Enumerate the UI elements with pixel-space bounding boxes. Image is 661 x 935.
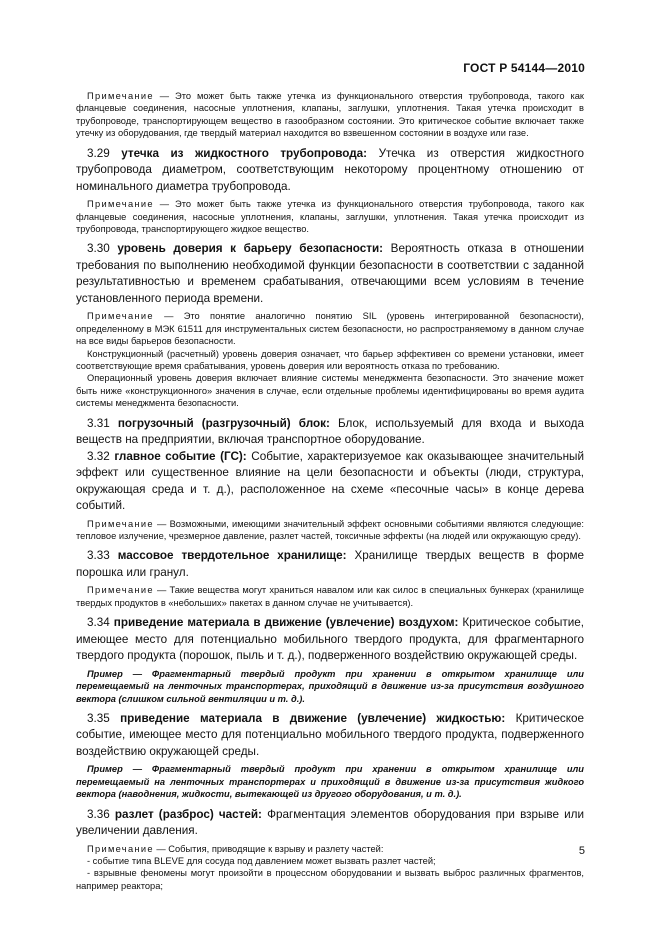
term-number: 3.34 xyxy=(87,616,110,630)
note-3-30-para-2: Конструкционный (расчетный) уровень доверия означает, что барьер эффективен со времени установки, имеет соответствующие время срабатывания, уровень доверия или вероятность отказа по требованию. xyxy=(76,348,584,371)
term-title: массовое твердотельное хранилище: xyxy=(117,549,347,563)
term-title: приведение материала в движение (увлечение) воздухом: xyxy=(113,616,459,630)
note-label: Примечание xyxy=(87,91,154,101)
document-body xyxy=(76,90,584,892)
term-3-34 xyxy=(76,615,584,665)
term-3-30 xyxy=(76,241,584,307)
term-number: 3.33 xyxy=(87,549,110,563)
term-definition: Фрагментация элементов оборудования при взрыве или увеличении давления. xyxy=(76,807,584,838)
note-label: Примечание xyxy=(87,311,154,322)
term-3-36 xyxy=(76,807,584,840)
note-label: Примечание xyxy=(87,518,154,529)
term-definition: Критическое событие, имеющее место для потенциально мобильного твердого продукта, подверженного воздействию окружающей среды. xyxy=(76,711,584,758)
term-3-32 xyxy=(76,449,584,515)
term-definition: Событие, характеризуемое как оказывающее значительный эффект или существенное влияние на цели безопасности и объекты (люди, структура, окружающая среда и т. д.), расположенное на схеме «песочные часы» в конце дерева событий. xyxy=(76,449,584,513)
term-number: 3.29 xyxy=(87,146,110,160)
note-label: Примечание xyxy=(87,199,154,210)
note-3-28 xyxy=(76,90,584,140)
note-label: Примечание xyxy=(87,843,154,854)
note-3-33 xyxy=(76,584,584,609)
note-text: — Это может быть также утечка из функционального отверстия трубопровода, такого как фланцевые соединения, насосные уплотнения, клапаны, заглушки, уплотнения. Такая утечка происходит в трубопроводе, транспортирующем вещество в газообразном состоянии. Это критическое событие включает также утечку из оборудования, где твердый материал находится во взвешенном состоянии в воздухе или газе. xyxy=(76,91,584,139)
term-number: 3.32 xyxy=(87,449,110,463)
term-3-33 xyxy=(76,548,584,581)
note-3-30 xyxy=(76,310,584,347)
term-3-29 xyxy=(76,146,584,196)
standard-header: ГОСТ Р 54144—2010 xyxy=(463,61,585,75)
term-definition: Вероятность отказа в отношении требования по выполнению необходимой функции безопасности в соответствии с заданной результативностью и временем срабатывания, отвечающими всем условиям в течение установленного периода времени. xyxy=(76,242,584,305)
term-title: приведение материала в движение (увлечение) жидкостью: xyxy=(120,711,506,725)
example-3-35: Пример — Фрагментарный твердый продукт при хранении в открытом хранилище или перемещаемый на ленточных транспортерах и приходящий в движение из-за присутствия жидкого вектора (наводнения, жидкости, вытекающей из другого оборудования, и т. д.). xyxy=(76,764,584,800)
term-3-35 xyxy=(76,711,584,761)
term-title: разлет (разброс) частей: xyxy=(114,807,262,821)
term-title: утечка из жидкостного трубопровода: xyxy=(121,146,368,160)
term-definition: Хранилище твердых веществ в форме порошка или гранул. xyxy=(76,549,584,579)
list-item: - событие типа BLEVE для сосуда под давлением может вызвать разлет частей; xyxy=(87,856,436,867)
note-label: Примечание xyxy=(87,585,154,596)
note-text: — События, приводящие к взрыву и разлету частей: xyxy=(153,843,384,854)
term-3-31 xyxy=(76,416,584,449)
term-number: 3.36 xyxy=(87,807,110,821)
note-3-30-para-3: Операционный уровень доверия включает влияние системы менеджмента безопасности. Это значение может быть ниже «конструкционного» значения в случае, если отдельные проблемы идентифицированы во время аудита системы менеджмента безопасности. xyxy=(76,373,584,409)
note-3-32 xyxy=(76,518,584,543)
term-title: погрузочный (разгрузочный) блок: xyxy=(117,416,330,430)
note-3-29 xyxy=(76,198,584,235)
note-3-36 xyxy=(76,843,584,855)
term-number: 3.30 xyxy=(87,242,110,256)
list-item: - взрывные феномены могут произойти в процессном оборудовании и вызвать выброс различных фрагментов, например реактора; xyxy=(76,868,584,891)
term-definition: Критическое событие, имеющее место для потенциально мобильного твердого продукта, для фрагментарного твердого продукта (порошок, пыль и т. д.), подверженного воздействию окружающей среды. xyxy=(76,616,584,663)
term-number: 3.31 xyxy=(87,416,110,430)
term-definition: Блок, используемый для входа и выхода веществ на предприятии, включая транспортное оборудование. xyxy=(76,416,584,447)
term-title: уровень доверия к барьеру безопасности: xyxy=(117,242,384,256)
note-text: — Это может быть также утечка из функционального отверстия трубопровода, такого как фланцевые соединения, насосные уплотнения, клапаны, заглушки, уплотнения. Такая утечка происходит из трубопровода, транспортирующего жидкое вещество. xyxy=(76,199,584,234)
term-number: 3.35 xyxy=(87,711,110,725)
term-title: главное событие (ГС): xyxy=(114,449,247,463)
page-number: 5 xyxy=(578,845,585,857)
note-text: — Это понятие аналогично понятию SIL (уровень интегрированной безопасности), определенному в МЭК 61511 для инструментальных систем безопасности, но распространяемому в данном случае на все виды барьеров безопасности. xyxy=(76,311,584,347)
example-3-34: Пример — Фрагментарный твердый продукт при хранении в открытом хранилище или перемещаемый на ленточных транспортерах, приходящий в движение из-за присутствия воздушного вектора (слишком сильной вентиляции и т. д.). xyxy=(76,668,584,704)
note-text: — Возможными, имеющими значительный эффект основными событиями являются следующие: тепловое излучение, чрезмерное давление, разлет частей, токсичные эффекты (на людей или окружающую среду). xyxy=(76,518,584,541)
note-text: — Такие вещества могут храниться навалом или как силос в специальных бункерах (хранилище твердых продуктов в «небольших» пакетах в данном случае не учитывается). xyxy=(76,585,584,608)
term-definition: Утечка из отверстия жидкостного трубопровода диаметром, соответствующим некоторому процентному отношению от номинального диаметра трубопровода. xyxy=(76,146,585,193)
